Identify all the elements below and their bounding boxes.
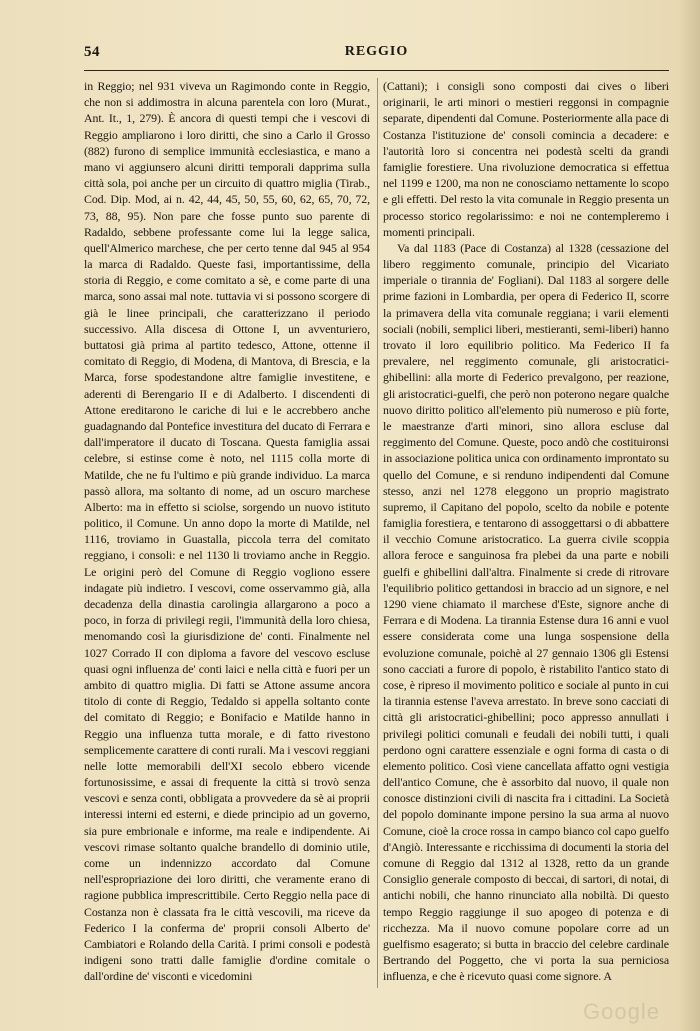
- right-paragraph-2: Va dal 1183 (Pace di Costanza) al 1328 (cessazione del libero reggimento comunale, principio del Vicariato imperiale o tirannia de' Fogliani). Dal 1183 al sorgere delle prime fazioni in Lombardia, per opera di Federico II, scorre la primavera della vita comunale reggiana; i varii elementi sociali (nobili, semplici liberi, mestieranti, semi-liberi) hanno trovato il loro equilibrio politico. Ma Federico II fa prevalere, nel reggimento comunale, gli aristocratici-ghibellini: alla morte di Federico prevalgono, per reazione, gli aristocratici-guelfi, che però non poterono negare qualche nuovo diritto politico all'elemento più numeroso e più forte, le maestranze d'arti minori, sino allora escluse dal reggimento del Comune. Queste, poco andò che costituironsi in associazione politica unica con ordinamento improntato su quello del Comune, e si renduno indipendenti dal Comune stesso, anzi nel 1278 eleggono un proprio magistrato supremo, il Capitano del popolo, scelto da nobile e potente famiglia forestiera, e tentarono di assoggettarsi o di abbattere il vecchio Comune aristocratico. La guerra civile scoppia allora feroce e sanguinosa fra plebei da una parte e nobili guelfi e ghibellini dall'altra. Finalmente si crede di ritrovare l'equilibrio politico gettandosi in braccio ad un signore, e nel 1290 viene chiamato il marchese d'Este, signore anche di Ferrara e di Modena. La tirannia Estense dura 16 anni e vuol essere considerata come una lunga sospensione della evoluzione comunale, poichè al 27 gennaio 1306 gli Estensi sono cacciati a furore di popolo, è ristabilito l'antico stato di cose, è ripreso il movimento politico e sociale al punto in cui la tirannia estense l'aveva arrestato. In breve sono cacciati di città gli aristocratici-ghibellini; poco appresso annullati i privilegi politici comunali e feudali dei nobili tutti, i quali perdono ogni carattere essenziale e ogni forma di casta o di elemento politico. Così viene cancellata affatto ogni vestigia dell'antico Comune, che è assorbito dal nuovo, il quale non conosce distinzioni civili di nascita fra i cittadini. La Società del popolo dominante impone persino la sua arma al nuovo Comune, cioè la croce rossa in campo bianco col capo guelfo d'Angiò. Interessante e ricchissima di documenti la storia del comune di Reggio dal 1312 al 1328, retto da un grande Consiglio generale composto di beccai, di sartori, di notai, di antichi nobili, che hanno rinunciato alla nobiltà. Di questo tempo Reggio raggiunge il suo apogeo di potenza e di ricchezza. Ma il nuovo comune popolare corre ad un guelfismo esagerato; si butta in braccio del celebre cardinale Bertrando del Poggetto, che vi porta la sua perniciosa influenza, e che è ricevuto quasi come signore. A: [383, 240, 669, 984]
- left-paragraph-1: in Reggio; nel 931 viveva un Ragimondo conte in Reggio, che non si addimostra in alcuna parentela con loro (Murat., Ant. It., 1, 279). È ancora di questi tempi che i vescovi di Reggio ampliarono i loro diritti, che sino a Carlo il Grosso (882) furono di semplice immunità ecclesiastica, e mano a mano vi aggiunsero alcuni diritti temporali dapprima sulla città sola, poi anche per un circuito di quattro miglia (Tirab., Cod. Dip. Mod, ai n. 42, 44, 45, 50, 55, 60, 62, 65, 70, 72, 73, 88, 95). Non pare che fosse punto suo parente di Radaldo, sebbene professante come lui la legge salica, quell'Almerico marchese, che per certo tenne dal 945 al 954 la marca di Radaldo. Queste fasi, importantissime, della storia di Reggio, e come comitato a sè, e come parte di una marca, sono assai mal note. tuttavia vi si possono scorgere di già le linee principali, che caratterizzano il periodo successivo. Alla discesa di Ottone I, un avventuriero, buttatosi già prima al partito tedesco, Attone, ottenne il comitato di Reggio, di Modena, di Mantova, di Brescia, e la Marca, forse spodestandone altre famiglie investitene, e aderenti di Berengario II e di Adalberto. I discendenti di Attone ereditarono le cariche di lui e le accrebbero anche guadagnando dal Pontefice investitura del ducato di Ferrara e dall'imperatore il ducato di Toscana. Questa famiglia assai celebre, si estinse come è noto, nel 1115 colla morte di Matilde, che ne fu l'ultimo e più grande individuo. La marca passò allora, ma soltanto di nome, ad un oscuro marchese Alberto: ma in effetto si sciolse, sorgendo un nuovo istituto politico, il Comune. Un anno dopo la morte di Matilde, nel 1116, troviamo in Guastalla, piccola terra del comitato reggiano, i consoli: e nel 1130 li troviamo anche in Reggio. Le origini però del Comune di Reggio vogliono essere indagate più indietro. I vescovi, come osservammo già, alla decadenza della dinastia carolingia allargarono a poco a poco, in forza di privilegi regii, l'immunità della loro chiesa, menomando così la giurisdizione de' conti. Finalmente nel 1027 Corrado II con diploma a favore del vescovo escluse quasi ogni influenza de' conti laici e nella città e fuori per un ambito di quattro miglia. Di fatti se Attone assume ancora titolo di conte di Reggio, Tedaldo si appella soltanto conte del comitato di Reggio; e Bonifacio e Matilde hanno in Reggio una influenza tutta morale, e di fatto rivestono semplicemente carattere di conti rurali. Ma i vescovi reggiani nelle lotte memorabili dell'XI secolo ebbero vicende fortunosissime, e assai di frequente la città si trovò senza vescovi e senza conti, obbligata a provvedere da sè ai proprii interessi interni ed esterni, e diede principio ad un governo, sia pure embrionale e informe, ma reale e indipendente. Ai vescovi rimase soltanto qualche brandello di dominio utile, come un indennizzo accordato dal Comune nell'espropriazione dei loro diritti, che veramente erano di ragione pubblica imprescrittibile. Certo Reggio nella pace di Costanza non è classata fra le città vescovili, ma riceve da Federico I la conferma de' proprii consoli Alberto de' Cambiatori e Rolando della Carità. I primi consoli e podestà indigeni sono tratti dalle famiglie d'ordine comitale o dall'ordine de' visconti e vicedomini: [84, 79, 370, 984]
- watermark: Google: [583, 999, 660, 1024]
- column-divider: [377, 78, 378, 988]
- header-rule: [84, 70, 669, 71]
- page-edge-shadow: [678, 0, 700, 1031]
- page-number: 54: [84, 44, 100, 60]
- left-column: [84, 78, 370, 998]
- running-head: REGGIO: [344, 44, 409, 59]
- page-header: [84, 44, 669, 68]
- right-paragraph-1: (Cattani); i consigli sono composti dai cives o liberi originarii, le arti minori o mestieri reggonsi in compagnie separate, dipendenti dal Comune. Posteriormente alla pace di Costanza l'istituzione de' consoli comincia a decadere: e l'autorità loro si concentra nei podestà scelti da grandi famiglie forestiere. Una rivoluzione democratica si effettua nel 1199 e 1200, ma non ne conosciamo nettamente lo scopo e gli effetti. Del resto la vita comunale in Reggio presenta un processo storico regolarissimo: e noi ne contempleremo i momenti principali.: [383, 79, 669, 239]
- right-column: [383, 78, 669, 998]
